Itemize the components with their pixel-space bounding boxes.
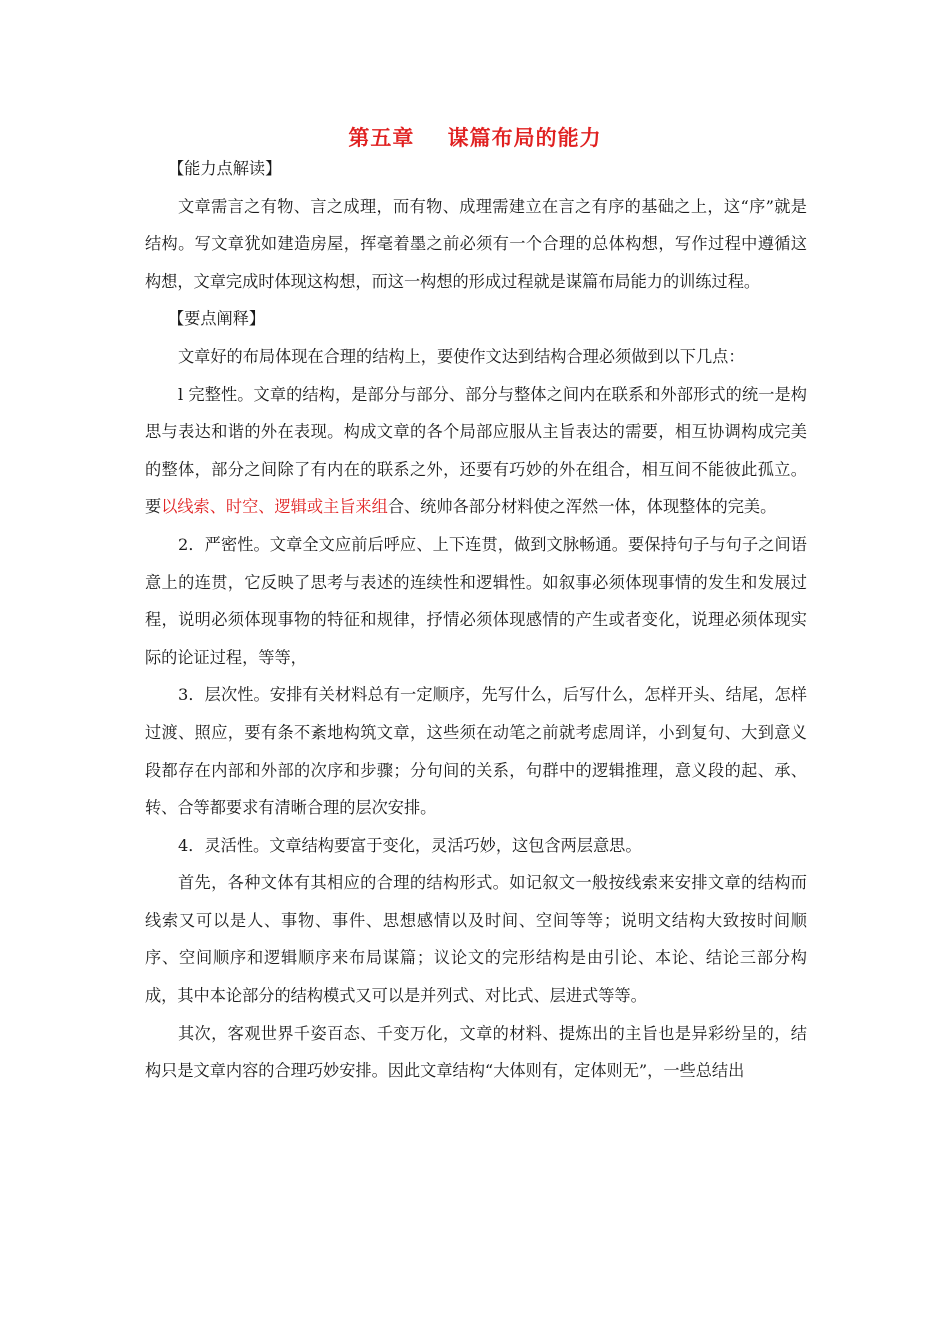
paragraph-key-points-intro: 文章好的布局体现在合理的结构上，要使作文达到结构合理必须做到以下几点：: [178, 346, 745, 366]
paragraph-point-layering: 3．层次性。安排有关材料总有一定顺序，先写什么，后写什么，怎样开头、结尾，怎样过渡、照应，要有条不紊地构筑文章，这些须在动笔之前就考虑周详，小到复句、大到意义段都存在内部和外部的次序和步骤；分句间的关系，句群中的逻辑推理，意义段的起、承、转、合等都要求有清晰合理的层次安排。: [145, 685, 807, 818]
section-heading-key-points: 【要点阐释】: [168, 309, 266, 329]
section-heading-ability-interpretation: 【能力点解读】: [168, 159, 282, 178]
chapter-title: 第五章 谋篇布局的能力: [348, 126, 602, 150]
paragraph-point-flexibility: 4．灵活性。文章结构要富于变化，灵活巧妙，这包含两层意思。: [178, 835, 642, 855]
paragraph-secondly: 其次，客观世界千姿百态、千变万化，文章的材料、提炼出的主旨也是异彩纷呈的，结构只是文章内容的合理巧妙安排。因此文章结构“大体则有，定体则无”，一些总结出: [145, 1023, 807, 1081]
paragraph-point-completeness: [145, 376, 807, 526]
point1-highlight: 以线索、时空、逻辑或主旨来组: [161, 497, 388, 517]
point1-text-start: l 完整性。文章的结构，是部分与部分、部分与整体之间内在联系和外部形式的统一是构思与表达和谐的外在表现。构成文章的各个局部应服从主旨表达的需要，相互协调构成完美的整体，部分之间除了有内在的联系之外，还要有巧妙的外在组合，相互间不能彼此孤立。要: [145, 384, 807, 517]
document-body: [145, 150, 807, 1090]
point1-text-end: 合、统帅各部分材料使之浑然一体，体现整体的完美。: [387, 497, 777, 517]
paragraph-point-rigor: 2．严密性。文章全文应前后呼应、上下连贯，做到文脉畅通。要保持句子与句子之间语意上的连贯，它反映了思考与表述的连续性和逻辑性。如叙事必须体现事情的发生和发展过程，说明必须体现事物的特征和规律，抒情必须体现感情的产生或者变化，说理必须体现实际的论证过程，等等，: [145, 534, 807, 667]
paragraph-firstly: 首先，各种文体有其相应的合理的结构形式。如记叙文一般按线索来安排文章的结构而线索又可以是人、事物、事件、思想感情以及时间、空间等等；说明文结构大致按时间顺序、空间顺序和逻辑顺序来布局谋篇；议论文的完形结构是由引论、本论、结论三部分构成，其中本论部分的结构模式又可以是并列式、对比式、层进式等等。: [145, 873, 807, 1006]
paragraph-intro-structure: 文章需言之有物、言之成理，而有物、成理需建立在言之有序的基础之上，这“序”就是结构。写文章犹如建造房屋，挥毫着墨之前必须有一个合理的总体构想，写作过程中遵循这构想，文章完成时体现这构想，而这一构想的形成过程就是谋篇布局能力的训练过程。: [145, 196, 807, 291]
